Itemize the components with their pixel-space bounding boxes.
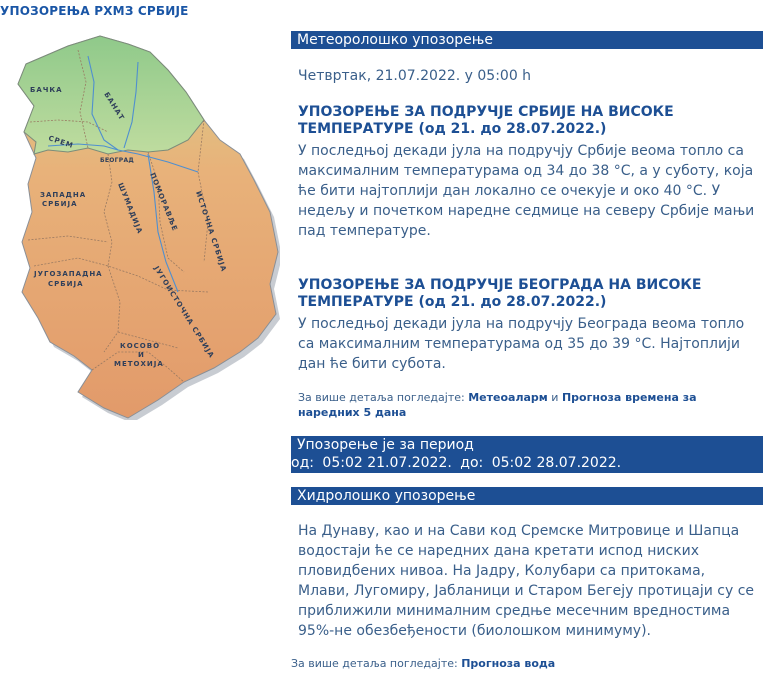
warning1-title-line2: ТЕМПЕРАТУРЕ (од 21. до 28.07.2022.): [298, 121, 607, 137]
map-label-zapadna: ЗАПАДНА: [40, 191, 87, 199]
map-label-srem: СРЕМ: [47, 134, 75, 150]
water-forecast-link[interactable]: Прогноза вода: [461, 657, 556, 670]
warning-date: Четвртак, 21.07.2022. у 05:00 h: [298, 68, 532, 84]
map-label-jugozapadna: ЈУГОЗАПАДНА: [34, 270, 103, 278]
period-range: [291, 454, 763, 472]
map-label-zapadna-srbija: СРБИЈА: [42, 200, 78, 208]
period-to-value: 05:02 28.07.2022.: [491, 455, 622, 471]
map-label-banat: БАНАТ: [102, 90, 126, 123]
meteo-warning-header: Метеоролошко упозорење: [291, 31, 763, 49]
period-from-label: од:: [291, 455, 314, 471]
forecast-link-line2: наредних 5 дана: [298, 406, 407, 419]
hydro-warning-text: На Дунаву, као и на Сави код Сремске Митровице и Шапца водостаји ће се наредних дана кретати испод ниских пловидбених нивоа. На Јадру, Колубари са притокама, Млави, Лугомиру, Јабланици и Старом Бегеју протицаји су се приближили минималним средње месечним вредностима 95%-не обезбеђености (биолошком минимуму).: [298, 523, 755, 639]
warning-period-bar: [291, 436, 763, 473]
map-label-sumadija: ШУМАДИЈА: [116, 181, 144, 236]
meteoalarm-link[interactable]: Метеоаларм: [468, 391, 548, 404]
period-to-label: до:: [460, 455, 484, 471]
map-label-jugozapadna-srbija: СРБИЈА: [48, 280, 84, 288]
meteo-more-and: и: [551, 391, 559, 404]
meteo-more-details: [298, 390, 758, 420]
map-label-backa: БАЧКА: [30, 86, 63, 94]
map-label-beograd: БЕОГРАД: [100, 157, 135, 164]
map-label-jugoistocna-srbija: ЈУГОИСТОЧНА СРБИЈА: [152, 264, 216, 360]
map-label-istocna-srbija: ИСТОЧНА СРБИЈА: [194, 190, 228, 274]
warning1-text: У последњој декади јула на подручју Србије веома топло са максималним температурама од 34 до 38 °C, а у суботу, која ће бити најтоплији дан локално се очекује и око 40 °C. У недељу и почетком наредне седмице на северу Србије мањи пад температуре.: [298, 143, 755, 239]
page-title: УПОЗОРЕЊА РХМЗ СРБИЈЕ: [0, 4, 189, 18]
serbia-region-map[interactable]: [8, 22, 280, 420]
warning2-text: У последњој декади јула на подручју Београда веома топло са максималним температурама од 35 до 39 °C. Најтоплији дан ће бити субота.: [298, 316, 745, 372]
warning2-title: [298, 277, 758, 311]
hydro-more-prefix: За више детаља погледајте:: [291, 657, 458, 670]
forecast-link-line1: Прогноза времена за: [561, 391, 697, 404]
hydro-more-details: [291, 657, 555, 670]
map-label-pomoravlje: ПОМОРАВЉЕ: [148, 171, 179, 233]
map-label-kosovo: КОСОВО: [120, 342, 161, 350]
meteo-more-prefix: За више детаља погледајте:: [298, 391, 465, 404]
period-label: Упозорење је за период: [297, 437, 474, 453]
warning2-title-line2: ТЕМПЕРАТУРЕ (од 21. до 28.07.2022.): [298, 294, 607, 310]
warning1-title-line1: УПОЗОРЕЊЕ ЗА ПОДРУЧЈЕ СРБИЈЕ НА ВИСОКЕ: [298, 104, 674, 120]
warning1-title: [298, 104, 758, 138]
period-from-value: 05:02 21.07.2022.: [322, 455, 452, 471]
map-label-i: И: [138, 351, 145, 359]
warning2-title-line1: УПОЗОРЕЊЕ ЗА ПОДРУЧЈЕ БЕОГРАДА НА ВИСОКЕ: [298, 277, 702, 293]
map-label-metohija: МЕТОХИЈА: [114, 360, 164, 368]
hydro-warning-header: Хидролошко упозорење: [291, 487, 763, 505]
